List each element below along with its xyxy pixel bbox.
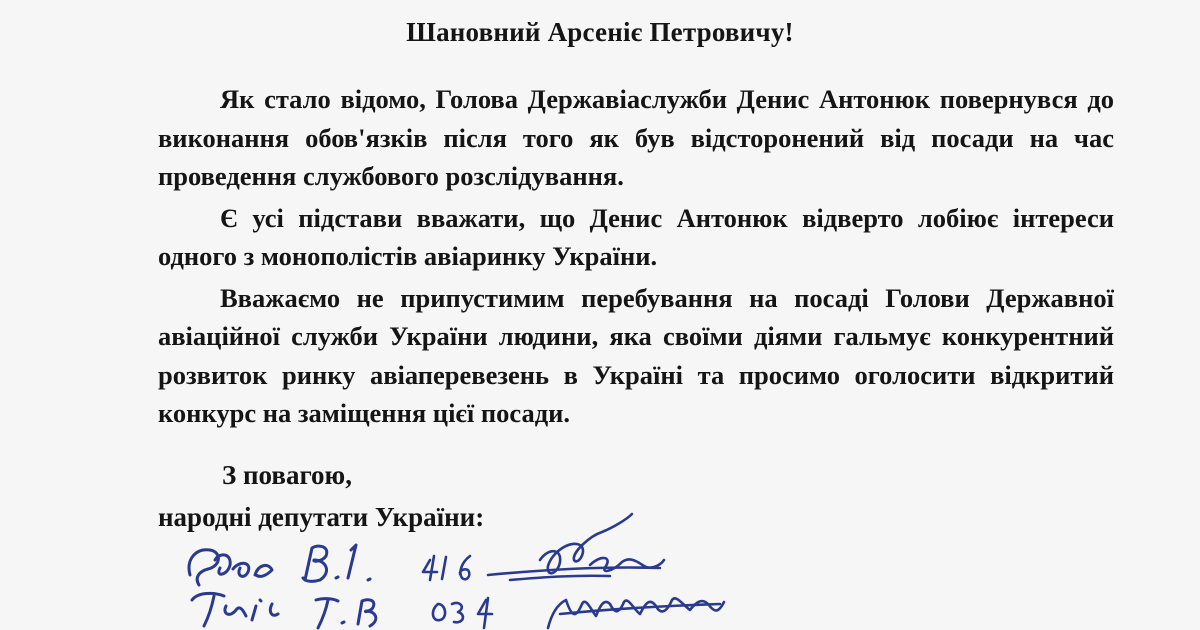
- letter-body: [158, 80, 1114, 436]
- paragraph-3: Вважаємо не припустимим перебування на посаді Голови Державної авіаційної служби України людини, яка своїми діями гальмує конкурентний розвиток ринку авіаперевезень в Україні та просимо оголосити відкритий конкурс на заміщення цієї посади.: [158, 282, 1114, 428]
- salutation: Шановний Арсеніє Петровичу!: [406, 17, 794, 47]
- paragraph-2: Є усі підстави вважати, що Денис Антонюк відверто лобіює інтереси одного з монополістів авіаринку України.: [158, 202, 1114, 271]
- handwritten-name-2: [192, 593, 376, 628]
- paragraph-1: Як стало відомо, Голова Державіаслужби Денис Антонюк повернувся до виконання обов'язків після того як був відсторонений від посади на час проведення службового розслідування.: [158, 84, 1114, 191]
- handwritten-number-2: [433, 598, 492, 628]
- handwritten-number-1: [423, 556, 470, 580]
- handwritten-name-1: [189, 545, 370, 585]
- closing-line: З повагою,: [222, 460, 352, 490]
- signers-label: народні депутати України:: [158, 502, 485, 532]
- signature-1: [488, 514, 664, 580]
- signature-2: [548, 598, 724, 628]
